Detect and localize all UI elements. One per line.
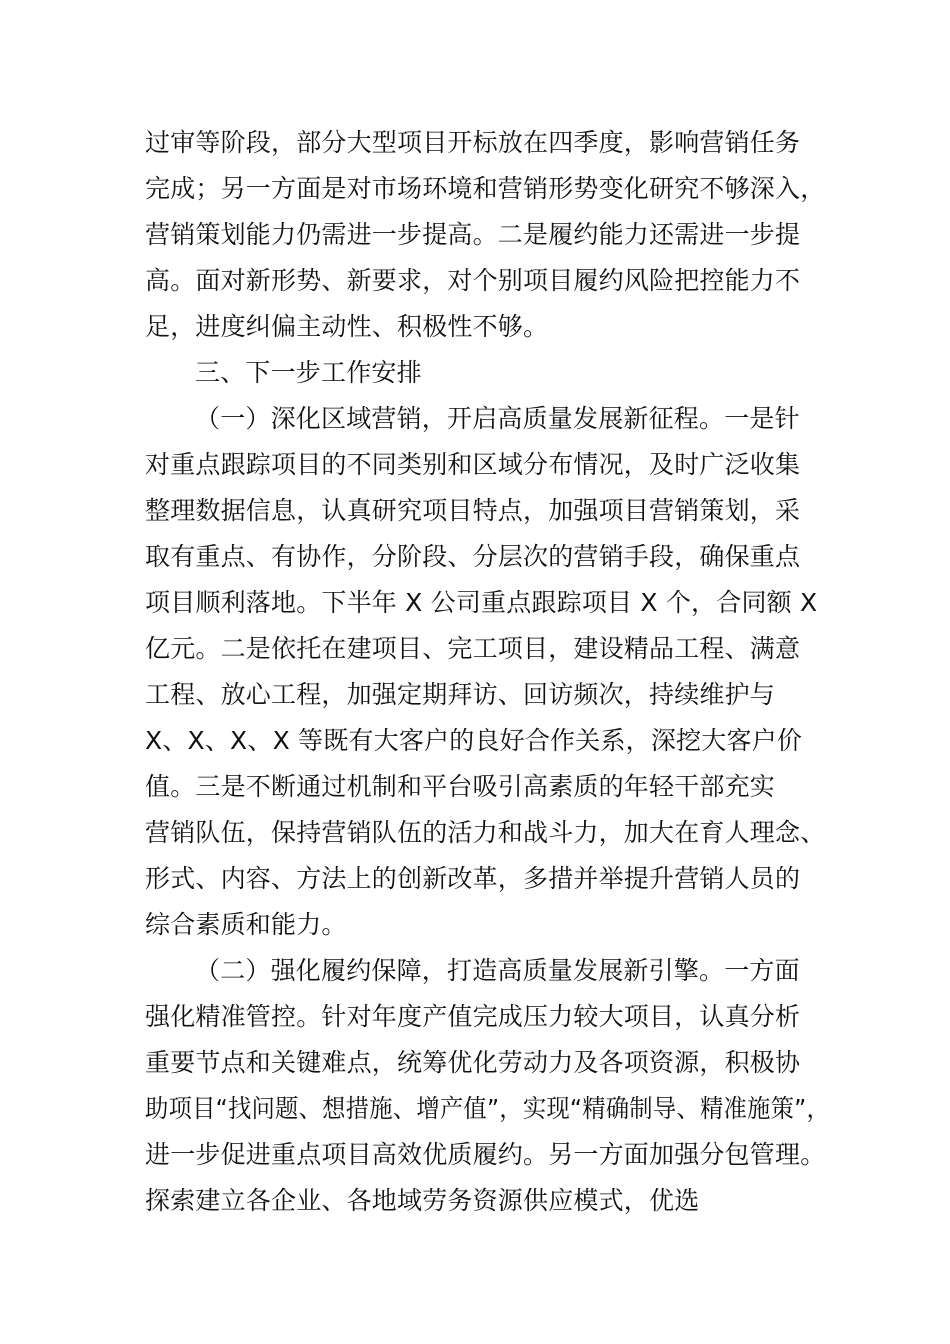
body-text-line: 项目顺利落地。下半年 X 公司重点跟踪项目 X 个，合同额 X bbox=[145, 588, 818, 617]
body-text-line: 助项目“找问题、想措施、增产值”，实现“精确制导、精准施策”， bbox=[145, 1094, 831, 1123]
body-text-line: 取有重点、有协作，分阶段、分层次的营销手段，确保重点 bbox=[145, 542, 801, 571]
body-text-line: 营销队伍，保持营销队伍的活力和战斗力，加大在育人理念、 bbox=[145, 818, 826, 847]
body-text-line: 形式、内容、方法上的创新改革，多措并举提升营销人员的 bbox=[145, 864, 801, 893]
body-text-line: 亿元。二是依托在建项目、完工项目，建设精品工程、满意 bbox=[145, 634, 801, 663]
section-heading: 三、下一步工作安排 bbox=[195, 358, 422, 387]
body-text-line: X、X、X、X 等既有大客户的良好合作关系，深挖大客户价 bbox=[145, 726, 803, 755]
body-text-line: 整理数据信息，认真研究项目特点，加强项目营销策划，采 bbox=[145, 496, 801, 525]
body-text-line: 足，进度纠偏主动性、积极性不够。 bbox=[145, 312, 549, 341]
body-text-line: 过审等阶段，部分大型项目开标放在四季度，影响营销任务 bbox=[145, 128, 801, 157]
body-text-line: 营销策划能力仍需进一步提高。二是履约能力还需进一步提 bbox=[145, 220, 801, 249]
body-text-line: 完成；另一方面是对市场环境和营销形势变化研究不够深入， bbox=[145, 174, 826, 203]
body-text-line: 高。面对新形势、新要求，对个别项目履约风险把控能力不 bbox=[145, 266, 801, 295]
body-text-line: 工程、放心工程，加强定期拜访、回访频次，持续维护与 bbox=[145, 680, 776, 709]
body-text-line: 进一步促进重点项目高效优质履约。另一方面加强分包管理。 bbox=[145, 1140, 826, 1169]
subsection-heading-line: （二）强化履约保障，打造高质量发展新引擎。一方面 bbox=[195, 956, 800, 985]
body-text-line: 综合素质和能力。 bbox=[145, 910, 347, 939]
body-text-line: 值。三是不断通过机制和平台吸引高素质的年轻干部充实 bbox=[145, 772, 776, 801]
body-text-line: 对重点跟踪项目的不同类别和区域分布情况，及时广泛收集 bbox=[145, 450, 801, 479]
subsection-heading-line: （一）深化区域营销，开启高质量发展新征程。一是针 bbox=[195, 404, 800, 433]
body-text-line: 探索建立各企业、各地域劳务资源供应模式，优选 bbox=[145, 1186, 700, 1215]
body-text-line: 重要节点和关键难点，统筹优化劳动力及各项资源，积极协 bbox=[145, 1048, 801, 1077]
body-text-line: 强化精准管控。针对年度产值完成压力较大项目，认真分析 bbox=[145, 1002, 801, 1031]
